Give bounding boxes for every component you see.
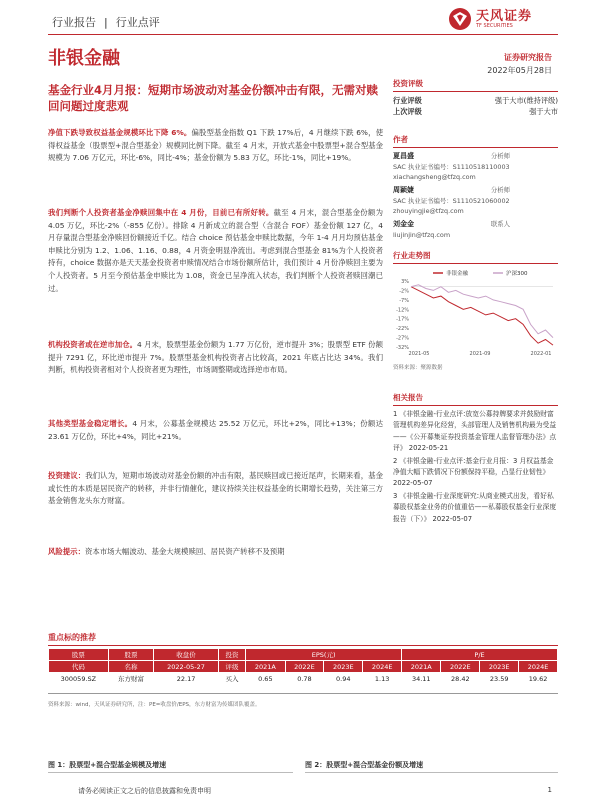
paragraph-text: 我们认为，短期市场波动对基金份额的冲击有限，基民赎回或已接近尾声，长期来看，基金或长性的本质是居民资产的转移，并非行情催化，建议持续关注权益基金的长期增长趋势，关注第三方基金销售龙头东方财富。: [48, 471, 383, 506]
author-email[interactable]: liujinjin@tfzq.com: [393, 231, 451, 239]
author-cert: SAC 执业证书编号：S1110518110003: [393, 163, 510, 171]
rating-key: 行业评级: [393, 96, 422, 105]
table-header: 评级: [218, 661, 245, 673]
author-entry: [393, 185, 558, 216]
table-header: 2023E: [324, 661, 363, 673]
table-header: P/E: [402, 649, 558, 661]
series-line-0: [411, 287, 553, 345]
y-tick-label: -32%: [396, 345, 409, 351]
paragraph-lead: 其他类型基金稳定增长。: [48, 419, 133, 428]
x-tick-label: 2021-05: [408, 351, 430, 357]
brand-logo-icon: [448, 7, 472, 31]
related-title: 相关报告: [393, 392, 558, 406]
separator: |: [104, 16, 108, 29]
chart-source: 资料来源：聚源数据: [393, 365, 443, 371]
table-cell: 买入: [225, 675, 239, 683]
report-type: 证券研究报告: [504, 53, 552, 62]
table-header: EPS(元): [246, 649, 402, 661]
paragraph-4: [48, 418, 383, 443]
related-section: [393, 392, 558, 525]
table-cell: 300059.SZ: [60, 674, 97, 683]
table-rule: [48, 645, 558, 646]
table-bottom-rule: [48, 693, 558, 694]
y-tick-label: -12%: [396, 307, 409, 314]
table-cell: 28.42: [451, 674, 470, 683]
table-header: 股票: [108, 649, 153, 661]
paragraph-text: 4 月末，股票型基金份额为 1.77 万亿份，逆市提升 3%；股票型 ETF 份额提升 7291 亿，环比逆市提升 7%。股票型基金机构投资者占比较高，2021 年底占比达 34%。我们判断，机构投资者相对个人投资者更为理性，市场调整期或选择逆市布局。: [48, 340, 383, 375]
author-cert: SAC 执业证书编号：S1110521060002: [393, 197, 510, 205]
x-tick-label: 2022-01: [530, 351, 552, 357]
author-entry: [393, 151, 558, 182]
table-header: 2022E: [285, 661, 324, 673]
table-header: 2022-05-27: [154, 661, 219, 673]
table-header: 2024E: [519, 661, 558, 673]
figure-rule-2: [305, 772, 558, 773]
author-title: 作者: [393, 134, 558, 148]
table-header: 2022E: [441, 661, 480, 673]
x-tick-label: 2021-09: [469, 351, 491, 357]
table-header-sub: [49, 661, 558, 673]
table-cell: 0.94: [336, 674, 351, 683]
paragraph-text: 偏股型基金指数 Q1 下跌 17%后，4 月继续下跌 6%，使得权益基金（股票型+混合型基金）规模同比例下降。截至 4 月末，开放式基金中股票型+混合型基金规模为 7.06 万亿元，环比-6%，同比-4%；基金份额为 5.83 万亿，环比-1%，同比+19%。: [48, 128, 383, 163]
y-tick-label: -17%: [396, 316, 409, 323]
series-line-1: [411, 285, 553, 338]
report-subcategory: 行业点评: [115, 16, 160, 29]
table-header-top: [49, 649, 558, 661]
rating-value: 强于大市: [529, 107, 558, 116]
author-role: 联系人: [490, 220, 510, 228]
table-note: 资料来源：wind，天风证券研究所，注：PE=收盘价/EPS，东方财富为传媒团队覆盖。: [48, 702, 261, 708]
figure-caption-1: 图 1：股票型+混合型基金规模及增速: [48, 761, 167, 769]
author-email[interactable]: xiachangsheng@tfzq.com: [393, 173, 476, 181]
table-header: 2024E: [363, 661, 402, 673]
brand-logo: [448, 4, 558, 34]
author-name: 周颖婕: [393, 186, 414, 194]
table-cell: 1.13: [374, 674, 390, 683]
recommendation-table: [48, 648, 558, 684]
table-header: 股票: [49, 649, 109, 661]
table-cell: 东方财富: [117, 675, 144, 683]
trend-title: 行业走势图: [393, 250, 558, 264]
author-name: 刘金金: [393, 220, 414, 228]
trend-section: [393, 250, 558, 371]
author-name: 夏昌盛: [393, 152, 414, 160]
table-cell: 34.11: [411, 674, 431, 683]
table-row: [49, 673, 558, 685]
related-report[interactable]: 3 《非银金融-行业深度研究:从商业模式出发，看好私募股权基金业务的价值重估——私募股权基金行业深度报告（下）》 2022-05-07: [393, 491, 557, 523]
brand-name-en: TF SECURITIES: [476, 22, 513, 29]
report-category: 行业报告: [52, 16, 96, 29]
rating-title: 投资评级: [393, 78, 558, 92]
paragraph-text: 截至 4 月末，混合型基金份额为 4.05 万亿，环比-2%（-855 亿份）。排除 4 月新成立的混合型（含混合 FOF）基金份额 127 亿，4 月存量混合型基金净赎回份额接近千亿。结合 choice 预估基金申赎比数据，今年 1-4 月月均预估基金申赎比分别为 1.2、1.06、1.16、0.88，4 月资金明显净流出。考虑到混合型基金 81%为个人投资者持有，choice 数据亦是天天基金投资者申赎情况结合市场份额所估计，我们预计 4 月份净赎回主要为个人投资者。5 月至今预估基金申赎比为 1.08，资金已呈净流入状态，我们判断个人投资者赎回潮已过。: [48, 208, 383, 293]
table-title: 重点标的推荐: [48, 633, 96, 642]
paragraph-lead: 投资建议：: [48, 471, 86, 480]
rating-value: 强于大市(维持评级): [494, 96, 558, 105]
rating-section: [393, 78, 558, 117]
author-role: 分析师: [490, 186, 510, 194]
page-number: 1: [547, 786, 552, 794]
legend-label: 沪深300: [506, 271, 528, 277]
report-title: 基金行业4月月报：短期市场波动对基金份额冲击有限，无需对赎回问题过度悲观: [48, 83, 378, 113]
paragraph-lead: 净值下跌导致权益基金规模环比下降 6%。: [48, 128, 192, 137]
table-cell: 0.65: [258, 674, 273, 683]
rating-row: [393, 106, 558, 117]
report-date: 2022年05月28日: [487, 66, 552, 75]
header-rule: [48, 34, 558, 35]
author-section: [393, 134, 558, 240]
paragraph-text: 4 月末，公募基金规模达 25.52 万亿元，环比+2%，同比+13%；份额达 23.61 万亿份，环比+4%，同比+21%。: [48, 419, 383, 441]
y-tick-label: -22%: [396, 326, 409, 333]
paragraph-text: 资本市场大幅波动、基金大规模赎回、居民资产转移不及预期: [84, 547, 285, 556]
paragraph-6: [48, 546, 383, 559]
table-header: 2021A: [246, 661, 285, 673]
footer-disclaimer: 请务必阅读正文之后的信息披露和免责申明: [78, 787, 211, 795]
y-tick-label: -2%: [399, 288, 409, 295]
paragraph-lead: 风险提示：: [48, 547, 85, 556]
table-cell: 22.17: [176, 674, 196, 683]
table-header: 代码: [49, 661, 109, 673]
paragraph-2: [48, 207, 383, 295]
table-header: 2021A: [402, 661, 441, 673]
table-header: 投资: [218, 649, 245, 661]
table-header: 名称: [108, 661, 153, 673]
rating-row: [393, 95, 558, 106]
table-cell: 0.78: [297, 674, 312, 683]
figure-rule-1: [48, 772, 293, 773]
related-report[interactable]: 1 《非银金融-行业点评:放宽公募持牌要求并鼓励财富管理机构差异化经营，头部管理人及销售机构最为受益——《公开募集证券投资基金管理人监督管理办法》点评》 2022-05-21: [393, 410, 557, 453]
report-category-bar: [48, 14, 164, 30]
related-report[interactable]: 2 《非银金融-行业点评:基金行业月报：3 月权益基金净值大幅下跌情况下份额保持平稳，凸显行业韧性》2022-05-07: [393, 456, 554, 488]
table-header: 2023E: [480, 661, 519, 673]
paragraph-5: [48, 470, 383, 508]
table-header: 收盘价: [154, 649, 219, 661]
brand-name: 天风证券: [476, 8, 533, 24]
paragraph-1: [48, 127, 383, 165]
figure-caption-2: 图 2：股票型+混合型基金份额及增速: [305, 761, 424, 769]
y-tick-label: 3%: [401, 279, 409, 285]
paragraph-lead: 我们判断个人投资者基金净赎回集中在 4 月份，目前已有所好转。: [48, 208, 274, 217]
paragraph-3: [48, 339, 383, 377]
rating-key: 上次评级: [393, 107, 422, 116]
table-cell: 23.59: [489, 674, 509, 683]
sector-title: 非银金融: [48, 48, 120, 69]
author-email[interactable]: zhouyingjie@tfzq.com: [393, 207, 464, 215]
y-tick-label: -27%: [396, 335, 409, 342]
paragraph-lead: 机构投资者或在逆市加仓。: [48, 340, 138, 349]
table-cell: 19.62: [528, 674, 548, 683]
author-role: 分析师: [490, 152, 510, 160]
legend-label: 非银金融: [446, 271, 469, 277]
trend-chart: [393, 267, 558, 359]
author-entry: [393, 219, 558, 240]
y-tick-label: -7%: [399, 297, 409, 304]
